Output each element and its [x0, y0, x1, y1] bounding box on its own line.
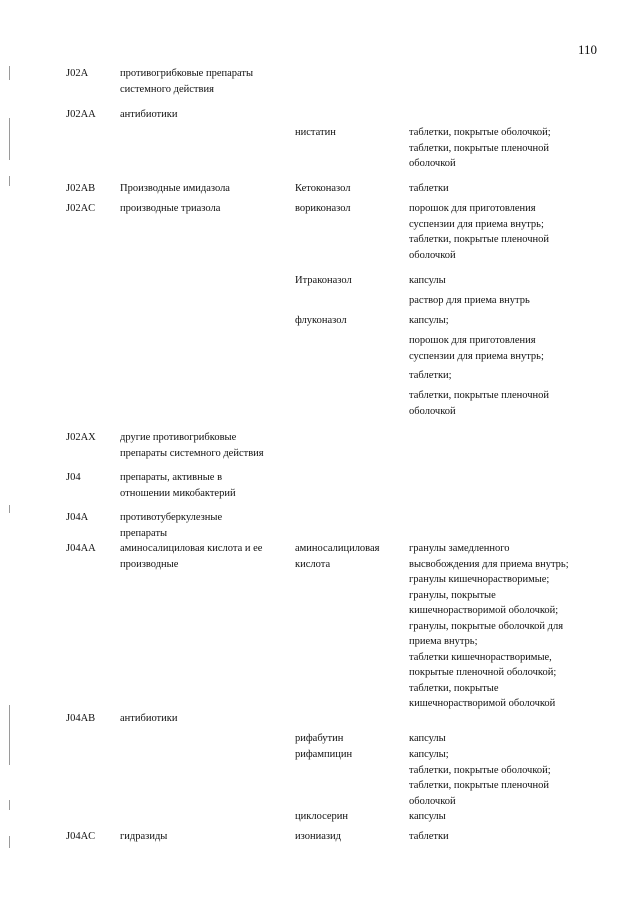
drug-name — [295, 829, 405, 845]
dosage-forms-line: гранулы замедленного — [409, 543, 510, 554]
scan-mark — [9, 118, 10, 160]
dosage-forms-line: покрытые пленочной оболочкой; — [409, 667, 557, 678]
dosage-forms-line: суспензии для приема внутрь; — [409, 218, 544, 230]
dosage-forms-line: капсулы — [409, 733, 446, 744]
dosage-forms-line: гранулы, покрытые оболочкой для — [409, 620, 564, 632]
drug-name — [295, 125, 405, 141]
dosage-forms — [409, 125, 599, 172]
dosage-forms-line: гранулы, покрытые — [409, 589, 496, 601]
dosage-forms-line: кишечнорастворимой оболочкой — [409, 698, 556, 709]
dosage-forms — [409, 829, 599, 845]
dosage-forms-line: оболочкой — [409, 158, 456, 169]
scan-mark — [9, 800, 10, 810]
dosage-forms-line: таблетки, покрытые пленочной — [409, 390, 550, 401]
pharmacological-group — [120, 541, 288, 572]
pharmacological-group-line: препараты, активные в — [120, 472, 223, 483]
scan-mark — [9, 836, 10, 848]
pharmacological-group-line: антибиотики — [120, 713, 178, 724]
pharmacological-group — [120, 470, 288, 501]
dosage-forms-line: таблетки, покрытые пленочной — [409, 780, 550, 791]
atc-code-text: J02AX — [66, 432, 96, 443]
dosage-forms — [409, 273, 599, 289]
dosage-forms-line: таблетки, покрытые пленочной — [409, 142, 550, 154]
atc-code — [66, 181, 118, 197]
atc-code — [66, 107, 118, 123]
dosage-forms-line: таблетки, покрытые оболочкой; — [409, 764, 551, 776]
drug-name — [295, 181, 405, 197]
drug-name-line: Итраконазол — [295, 275, 352, 286]
page-number: 110 — [578, 42, 598, 57]
pharmacological-group-line: Производные имидазола — [120, 183, 230, 194]
atc-code — [66, 829, 118, 845]
atc-code — [66, 66, 118, 82]
pharmacological-group-line: антибиотики — [120, 109, 178, 120]
drug-name — [295, 313, 405, 329]
atc-code — [66, 711, 118, 727]
dosage-forms-line: таблетки — [409, 183, 449, 194]
scan-mark — [9, 176, 10, 186]
drug-name-line: аминосалициловая — [295, 543, 380, 554]
pharmacological-group-line: отношении микобактерий — [120, 487, 236, 499]
atc-code-text: J04AC — [66, 831, 96, 842]
pharmacological-group — [120, 107, 288, 123]
dosage-forms — [409, 541, 599, 712]
atc-code-text: J02AB — [66, 183, 96, 194]
drug-name — [295, 809, 405, 825]
drug-name — [295, 747, 405, 763]
dosage-forms-line: оболочкой — [409, 795, 456, 807]
dosage-forms-line: приема внутрь; — [409, 636, 478, 647]
atc-code — [66, 541, 118, 557]
drug-name-line: кислота — [295, 558, 331, 570]
pharmacological-group — [120, 510, 288, 541]
dosage-forms-line: таблетки — [409, 831, 449, 842]
drug-name-line: нистатин — [295, 127, 336, 138]
dosage-forms — [409, 293, 599, 309]
drug-name-line: Кетоконазол — [295, 183, 351, 194]
dosage-forms-line: таблетки, покрытые оболочкой; — [409, 127, 551, 138]
dosage-forms-line: суспензии для приема внутрь; — [409, 350, 544, 362]
dosage-forms — [409, 201, 599, 263]
dosage-forms-line: кишечнорастворимой оболочкой; — [409, 605, 559, 616]
pharmacological-group-line: другие противогрибковые — [120, 432, 237, 443]
pharmacological-group-line: гидразиды — [120, 831, 168, 842]
drug-name — [295, 273, 405, 289]
dosage-forms — [409, 809, 599, 825]
atc-code-text: J02A — [66, 68, 89, 79]
dosage-forms — [409, 388, 599, 419]
dosage-forms-line: таблетки; — [409, 370, 452, 381]
atc-code — [66, 430, 118, 446]
atc-code-text: J04 — [66, 472, 81, 483]
pharmacological-group-line: противотуберкулезные — [120, 512, 223, 523]
pharmacological-group-line: препараты — [120, 527, 168, 539]
dosage-forms-line: таблетки кишечнорастворимые, — [409, 651, 552, 663]
pharmacological-group-line: системного действия — [120, 83, 214, 95]
dosage-forms-line: таблетки, покрытые пленочной — [409, 234, 550, 245]
dosage-forms — [409, 368, 599, 384]
atc-code — [66, 201, 118, 217]
dosage-forms-line: капсулы — [409, 811, 446, 822]
pharmacological-group-line: производные — [120, 558, 179, 570]
pharmacological-group-line: производные триазола — [120, 203, 221, 214]
scan-mark — [9, 505, 10, 513]
drug-name-line: изониазид — [295, 831, 341, 842]
dosage-forms-line: порошок для приготовления — [409, 335, 536, 346]
dosage-forms-line: капсулы; — [409, 315, 449, 326]
drug-name — [295, 541, 405, 572]
pharmacological-group — [120, 66, 288, 97]
dosage-forms-line: раствор для приема внутрь — [409, 295, 530, 306]
atc-code — [66, 510, 118, 526]
dosage-forms-line: оболочкой — [409, 405, 456, 417]
dosage-forms — [409, 333, 599, 364]
pharmacological-group-line: аминосалициловая кислота и ее — [120, 543, 263, 554]
pharmacological-group — [120, 711, 288, 727]
pharmacological-group — [120, 181, 288, 197]
pharmacological-group-line: препараты системного действия — [120, 447, 264, 459]
pharmacological-group — [120, 829, 288, 845]
pharmacological-group — [120, 201, 288, 217]
scan-mark — [9, 705, 10, 765]
pharmacological-group — [120, 430, 288, 461]
dosage-forms-line: гранулы кишечнорастворимые; — [409, 574, 550, 585]
atc-code-text: J02AC — [66, 203, 96, 214]
atc-code-text: J02AA — [66, 109, 96, 120]
dosage-forms — [409, 731, 599, 747]
scan-mark — [9, 66, 10, 80]
drug-name-line: флуконазол — [295, 315, 347, 326]
atc-code-text: J04AB — [66, 713, 96, 724]
dosage-forms-line: высвобождения для приема внутрь; — [409, 558, 569, 570]
dosage-forms — [409, 313, 599, 329]
atc-code-text: J04A — [66, 512, 89, 523]
dosage-forms-line: капсулы — [409, 275, 446, 286]
drug-name — [295, 201, 405, 217]
dosage-forms — [409, 181, 599, 197]
atc-code — [66, 470, 118, 486]
dosage-forms-line: порошок для приготовления — [409, 203, 536, 214]
pharmacological-group-line: противогрибковые препараты — [120, 68, 254, 79]
dosage-forms-line: таблетки, покрытые — [409, 682, 499, 694]
dosage-forms — [409, 747, 599, 809]
dosage-forms-line: капсулы; — [409, 749, 449, 760]
drug-name-line: рифампицин — [295, 749, 353, 760]
atc-code-text: J04AA — [66, 543, 96, 554]
drug-name-line: вориконазол — [295, 203, 351, 214]
drug-name-line: циклосерин — [295, 811, 349, 822]
drug-name-line: рифабутин — [295, 733, 344, 744]
drug-name — [295, 731, 405, 747]
dosage-forms-line: оболочкой — [409, 249, 456, 261]
